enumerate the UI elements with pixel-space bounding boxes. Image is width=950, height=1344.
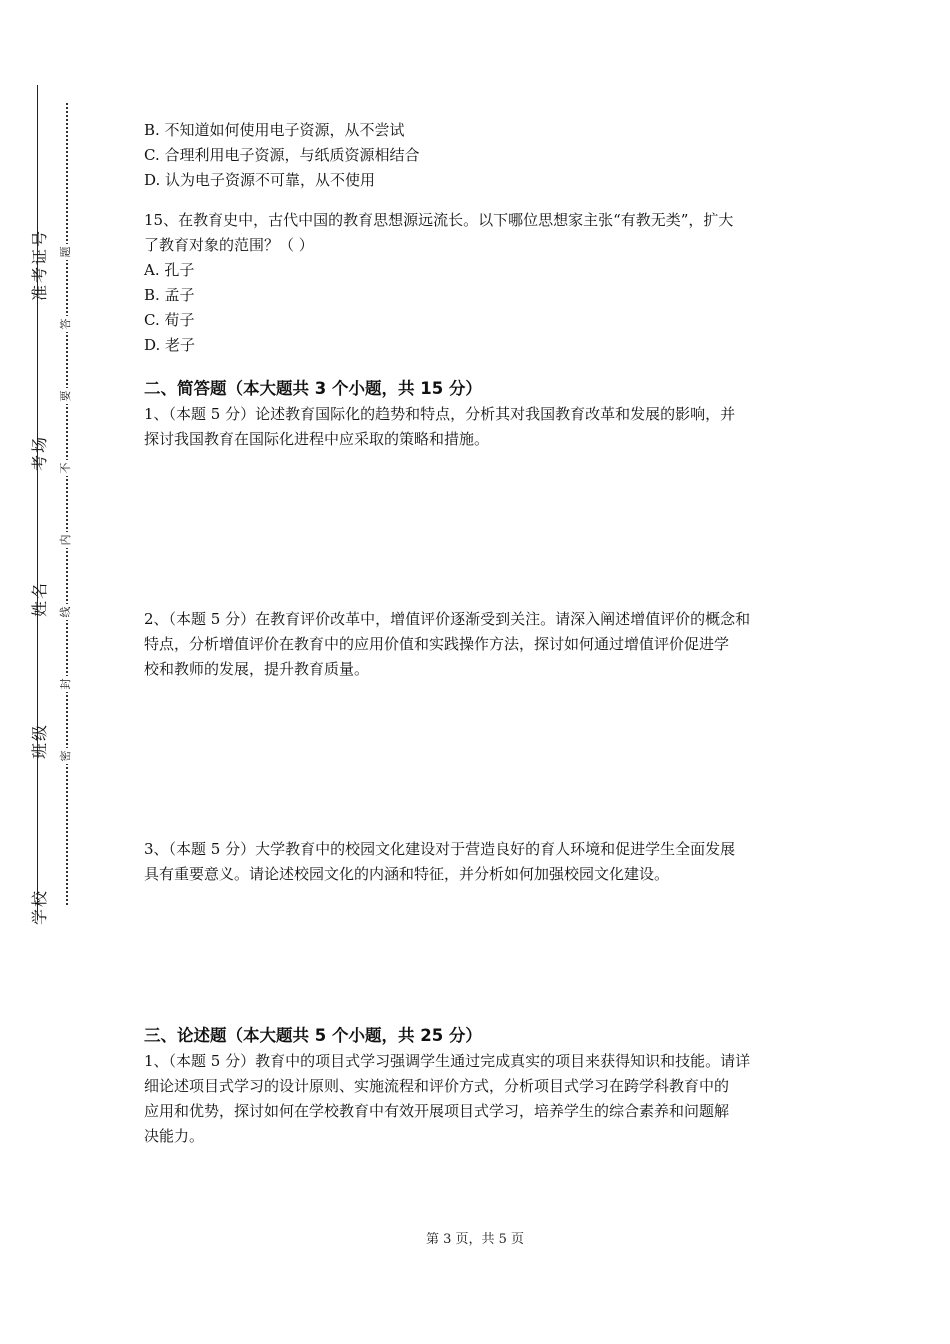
s2-q3-answer-space[interactable]: [144, 887, 812, 1022]
seal-char-feng: 封: [58, 676, 74, 692]
s2-question-2: [144, 607, 812, 682]
s3-q1-line-4: 决能力。: [144, 1127, 205, 1145]
q15-stem-line-1: 15、在教育史中，古代中国的教育思想源远流长。以下哪位思想家主张“有教无类”，扩大: [144, 211, 734, 229]
s2-question-1: [144, 402, 812, 452]
seal-char-nei: 内: [58, 532, 74, 548]
seal-char-xian: 线: [58, 604, 74, 620]
s2-q2-line-3: 校和教师的发展，提升教育质量。: [144, 660, 370, 678]
seal-char-da: 答: [58, 316, 74, 332]
s2-q2-answer-space[interactable]: [144, 682, 812, 837]
exam-number-label: 准考证号: [30, 228, 49, 301]
prev-option-c: C. 合理利用电子资源，与纸质资源相结合: [144, 146, 420, 164]
s2-q2-line-1: 2、（本题 5 分）在教育评价改革中，增值评价逐渐受到关注。请深入阐述增值评价的概念和: [144, 610, 751, 628]
s3-question-1: [144, 1049, 812, 1149]
name-label: 姓名: [30, 581, 49, 618]
prev-option-d: D. 认为电子资源不可靠，从不使用: [144, 171, 376, 189]
q15-option-b: B. 孟子: [144, 286, 195, 304]
s3-q1-line-2: 细论述项目式学习的设计原则、实施流程和评价方式，分析项目式学习在跨学科教育中的: [144, 1077, 730, 1095]
s2-q1-line-2: 探讨我国教育在国际化进程中应采取的策略和措施。: [144, 430, 490, 448]
binding-dotted-line: [66, 103, 68, 905]
seal-char-yao: 要: [58, 388, 74, 404]
s3-q1-line-1: 1、（本题 5 分）教育中的项目式学习强调学生通过完成真实的项目来获得知识和技能。请详: [144, 1052, 751, 1070]
question-15: [144, 208, 812, 358]
exam-content: [144, 118, 812, 1149]
exam-room-label: 考场: [30, 435, 49, 472]
section-3-title: 三、论述题（本大题共 5 个小题，共 25 分）: [144, 1026, 482, 1045]
s2-q1-line-1: 1、（本题 5 分）论述教育国际化的趋势和特点，分析其对我国教育改革和发展的影响，并: [144, 405, 736, 423]
seal-char-ti: 题: [58, 244, 74, 260]
prev-option-b: B. 不知道如何使用电子资源，从不尝试: [144, 121, 405, 139]
q15-option-a: A. 孔子: [144, 261, 195, 279]
q15-option-c: C. 荀子: [144, 311, 195, 329]
section-2-title: 二、简答题（本大题共 3 个小题，共 15 分）: [144, 379, 482, 398]
seal-char-mi: 密: [58, 748, 74, 764]
s2-q3-line-1: 3、（本题 5 分）大学教育中的校园文化建设对于营造良好的育人环境和促进学生全面发展: [144, 840, 736, 858]
s2-q1-answer-space[interactable]: [144, 452, 812, 607]
s2-q3-line-2: 具有重要意义。请论述校园文化的内涵和特征，并分析如何加强校园文化建设。: [144, 865, 670, 883]
s3-q1-line-3: 应用和优势，探讨如何在学校教育中有效开展项目式学习，培养学生的综合素养和问题解: [144, 1102, 730, 1120]
school-label: 学校: [30, 889, 49, 926]
page-footer: 第 3 页，共 5 页: [425, 1232, 525, 1247]
q15-stem-line-2: 了教育对象的范围？（ ）: [144, 236, 314, 254]
class-label: 班级: [30, 723, 49, 760]
q15-option-d: D. 老子: [144, 336, 196, 354]
s2-question-3: [144, 837, 812, 887]
s2-q2-line-2: 特点，分析增值评价在教育中的应用价值和实践操作方法，探讨如何通过增值评价促进学: [144, 635, 730, 653]
seal-char-bu: 不: [58, 460, 74, 476]
binding-solid-line: [37, 85, 38, 920]
